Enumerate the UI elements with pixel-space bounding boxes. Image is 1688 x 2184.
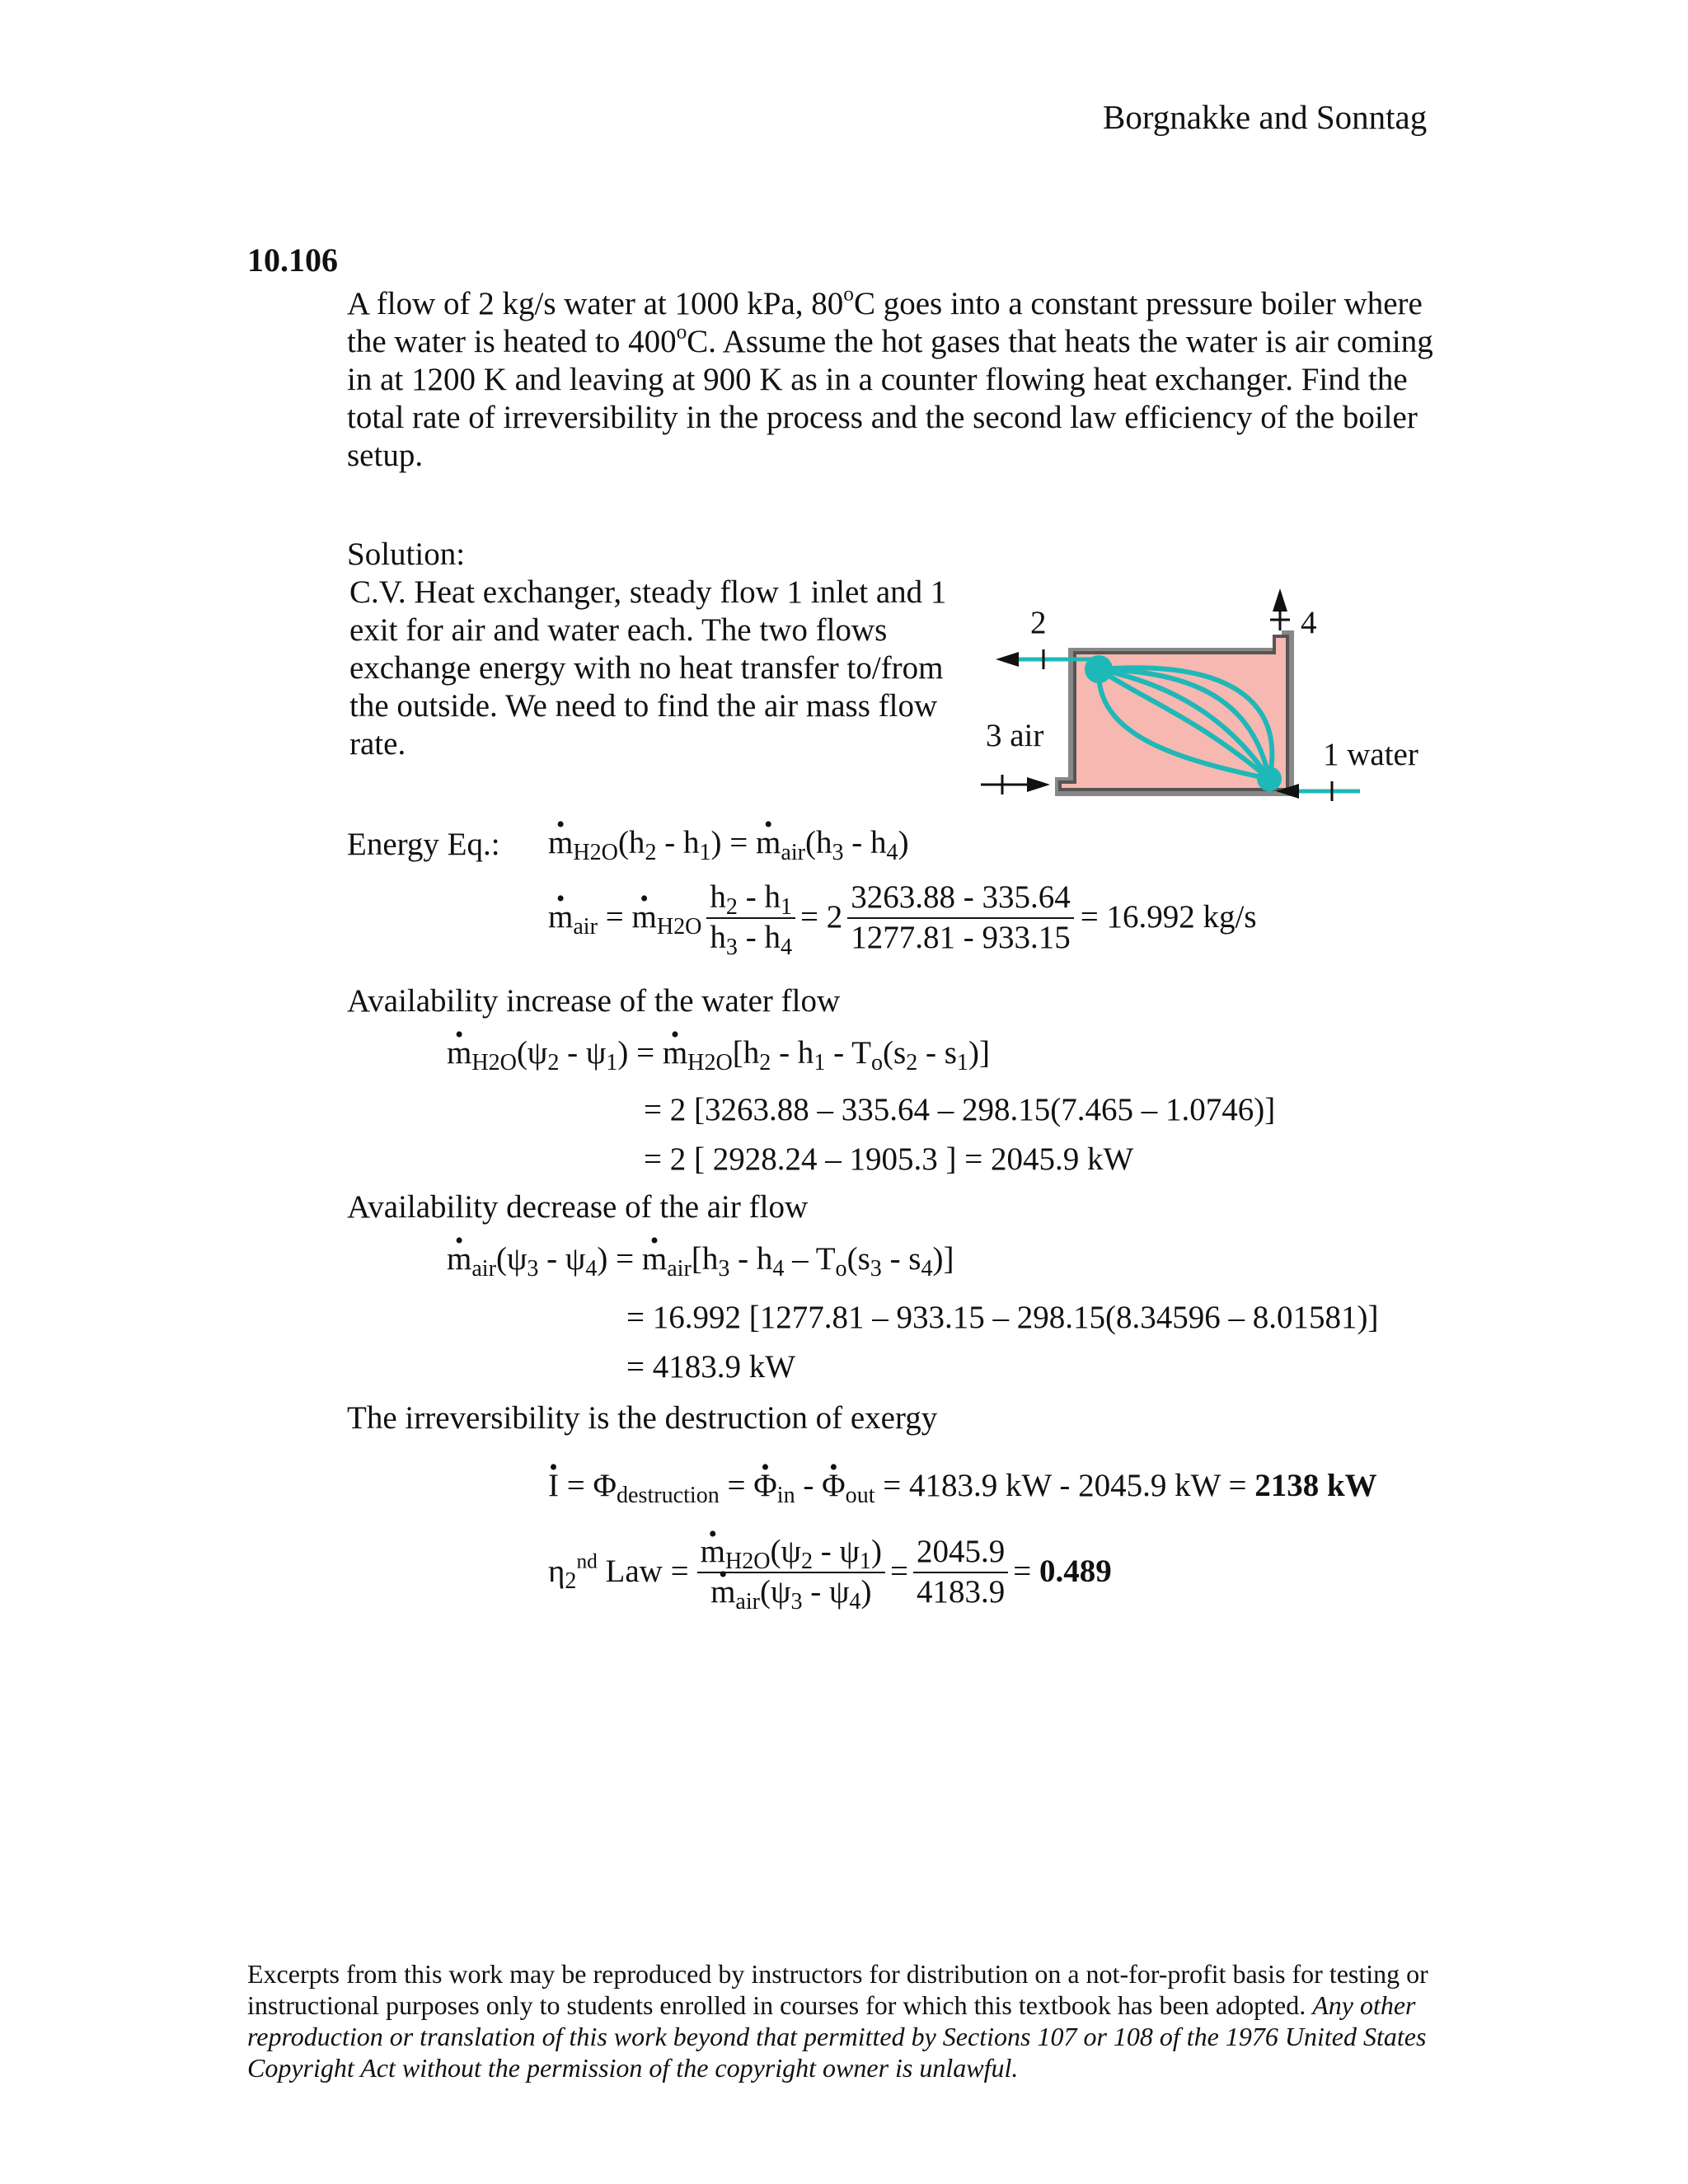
irreversibility-equation: • $I = \Phi_{destruction}$ = • $\Phi_{in}$ - • $\Phi_{out} = 4183.9$ kW - 2045.9 kW = 2138 kW [548,1467,1377,1506]
availability-water-line1: = 2 [3263.88 – 335.64 – 298.15(7.465 – 1.0746)] [644,1092,1276,1127]
page-header-authors: Borgnakke and Sonntag [1103,98,1428,136]
energy-frac-numerator: 3263.88 - 335.64 [847,880,1074,919]
air-exit-arrow [1270,588,1290,630]
availability-air-line1: = 16.992 [1277.81 – 933.15 – 298.15(8.34596 – 8.01581)] [626,1300,1379,1335]
diagram-label-2: 2 [1030,605,1047,640]
availability-air-formula: • $m_{air}(\psi_3 - \psi_4)$ = • $m_{air}[h_3 - h_4 - T_o(s_3 - s_4)]$ [447,1240,954,1279]
availability-air-line2: = 4183.9 kW [626,1349,796,1385]
efficiency-numerator: 2045.9 [913,1535,1008,1573]
energy-frac-denominator: 1277.81 - 933.15 [851,919,1071,955]
solution-heading: Solution: [347,537,466,572]
efficiency-denominator: 4183.9 [916,1573,1006,1610]
availability-water-heading: Availability increase of the water flow [347,983,841,1019]
availability-air-heading: Availability decrease of the air flow [347,1189,809,1225]
diagram-label-3-air: 3 air [986,718,1044,753]
air-exit-node [1257,766,1282,791]
diagram-label-4: 4 [1301,605,1317,640]
control-volume-description: C.V. Heat exchanger, steady flow 1 inlet and 1 exit for air and water each. The two flows exchange energy with no heat transfer to/from the outside. We need to find the air mass flow rate. [349,574,947,762]
air-mass-flow-equation: • $m_{air}$ = • $m_{H2O}$ $\frac{h_2 - h_1}{h_3 - h_4}$ = 2 $\frac{3263.88 - 335.64}{1277.81 - 933.15}$ = 16.992 kg/s [548,880,1257,956]
irreversibility-answer: 2138 kW [1254,1468,1377,1503]
energy-eq-formula: • $m_{H2O}(h_2 - h_1)$ = • $m_{air}(h_3 - h_4)$ [548,824,909,863]
availability-water-line2: = 2 [ 2928.24 – 1905.3 ] = 2045.9 kW [644,1141,1134,1177]
availability-water-formula: • $m_{H2O}(\psi_2 - \psi_1)$ = • $m_{H2O}[h_2 - h_1 - T_o(s_2 - s_1)]$ [447,1034,990,1073]
air-inlet-arrow [981,775,1050,794]
copyright-footer: Excerpts from this work may be reproduced by instructors for distribution on a not-for-profit basis for testing or instructional purposes only to students enrolled in courses for which this textbook has been adopted. Any other reproduction or translation of this work beyond that permitted by Sections 107 or 108 of the 1976 United States Copyright Act without the permission of the copyright owner is unlawful. [247,1959,1428,2083]
problem-statement: A flow of 2 kg/s water at 1000 kPa, 80$^o$C goes into a constant pressure boiler where the water is heated to 400$^o$C. Assume the hot gases that heats the water is air coming in at 1200 K and leaving at 900 K as in a counter flowing heat exchanger. Find the total rate of irreversibility in the process and the second law efficiency of the boiler setup. [347,282,1433,473]
energy-eq-label: Energy Eq.: [347,827,500,862]
second-law-efficiency: $\eta_2^{nd}$ Law = • $m_{H2O}(\psi_2 - \psi_1)$ • $m_{air}(\psi_3 - \psi_4)$ = $\frac{2045.9}{4183.9}$ = 0.489 [548,1535,1112,1610]
irreversibility-heading: The irreversibility is the destruction of exergy [347,1400,938,1436]
air-mass-flow-result: = 16.992 kg/s [1080,899,1257,935]
diagram-label-1-water: 1 water [1323,737,1418,772]
efficiency-answer: 0.489 [1039,1554,1112,1590]
problem-number: 10.106 [247,241,338,279]
